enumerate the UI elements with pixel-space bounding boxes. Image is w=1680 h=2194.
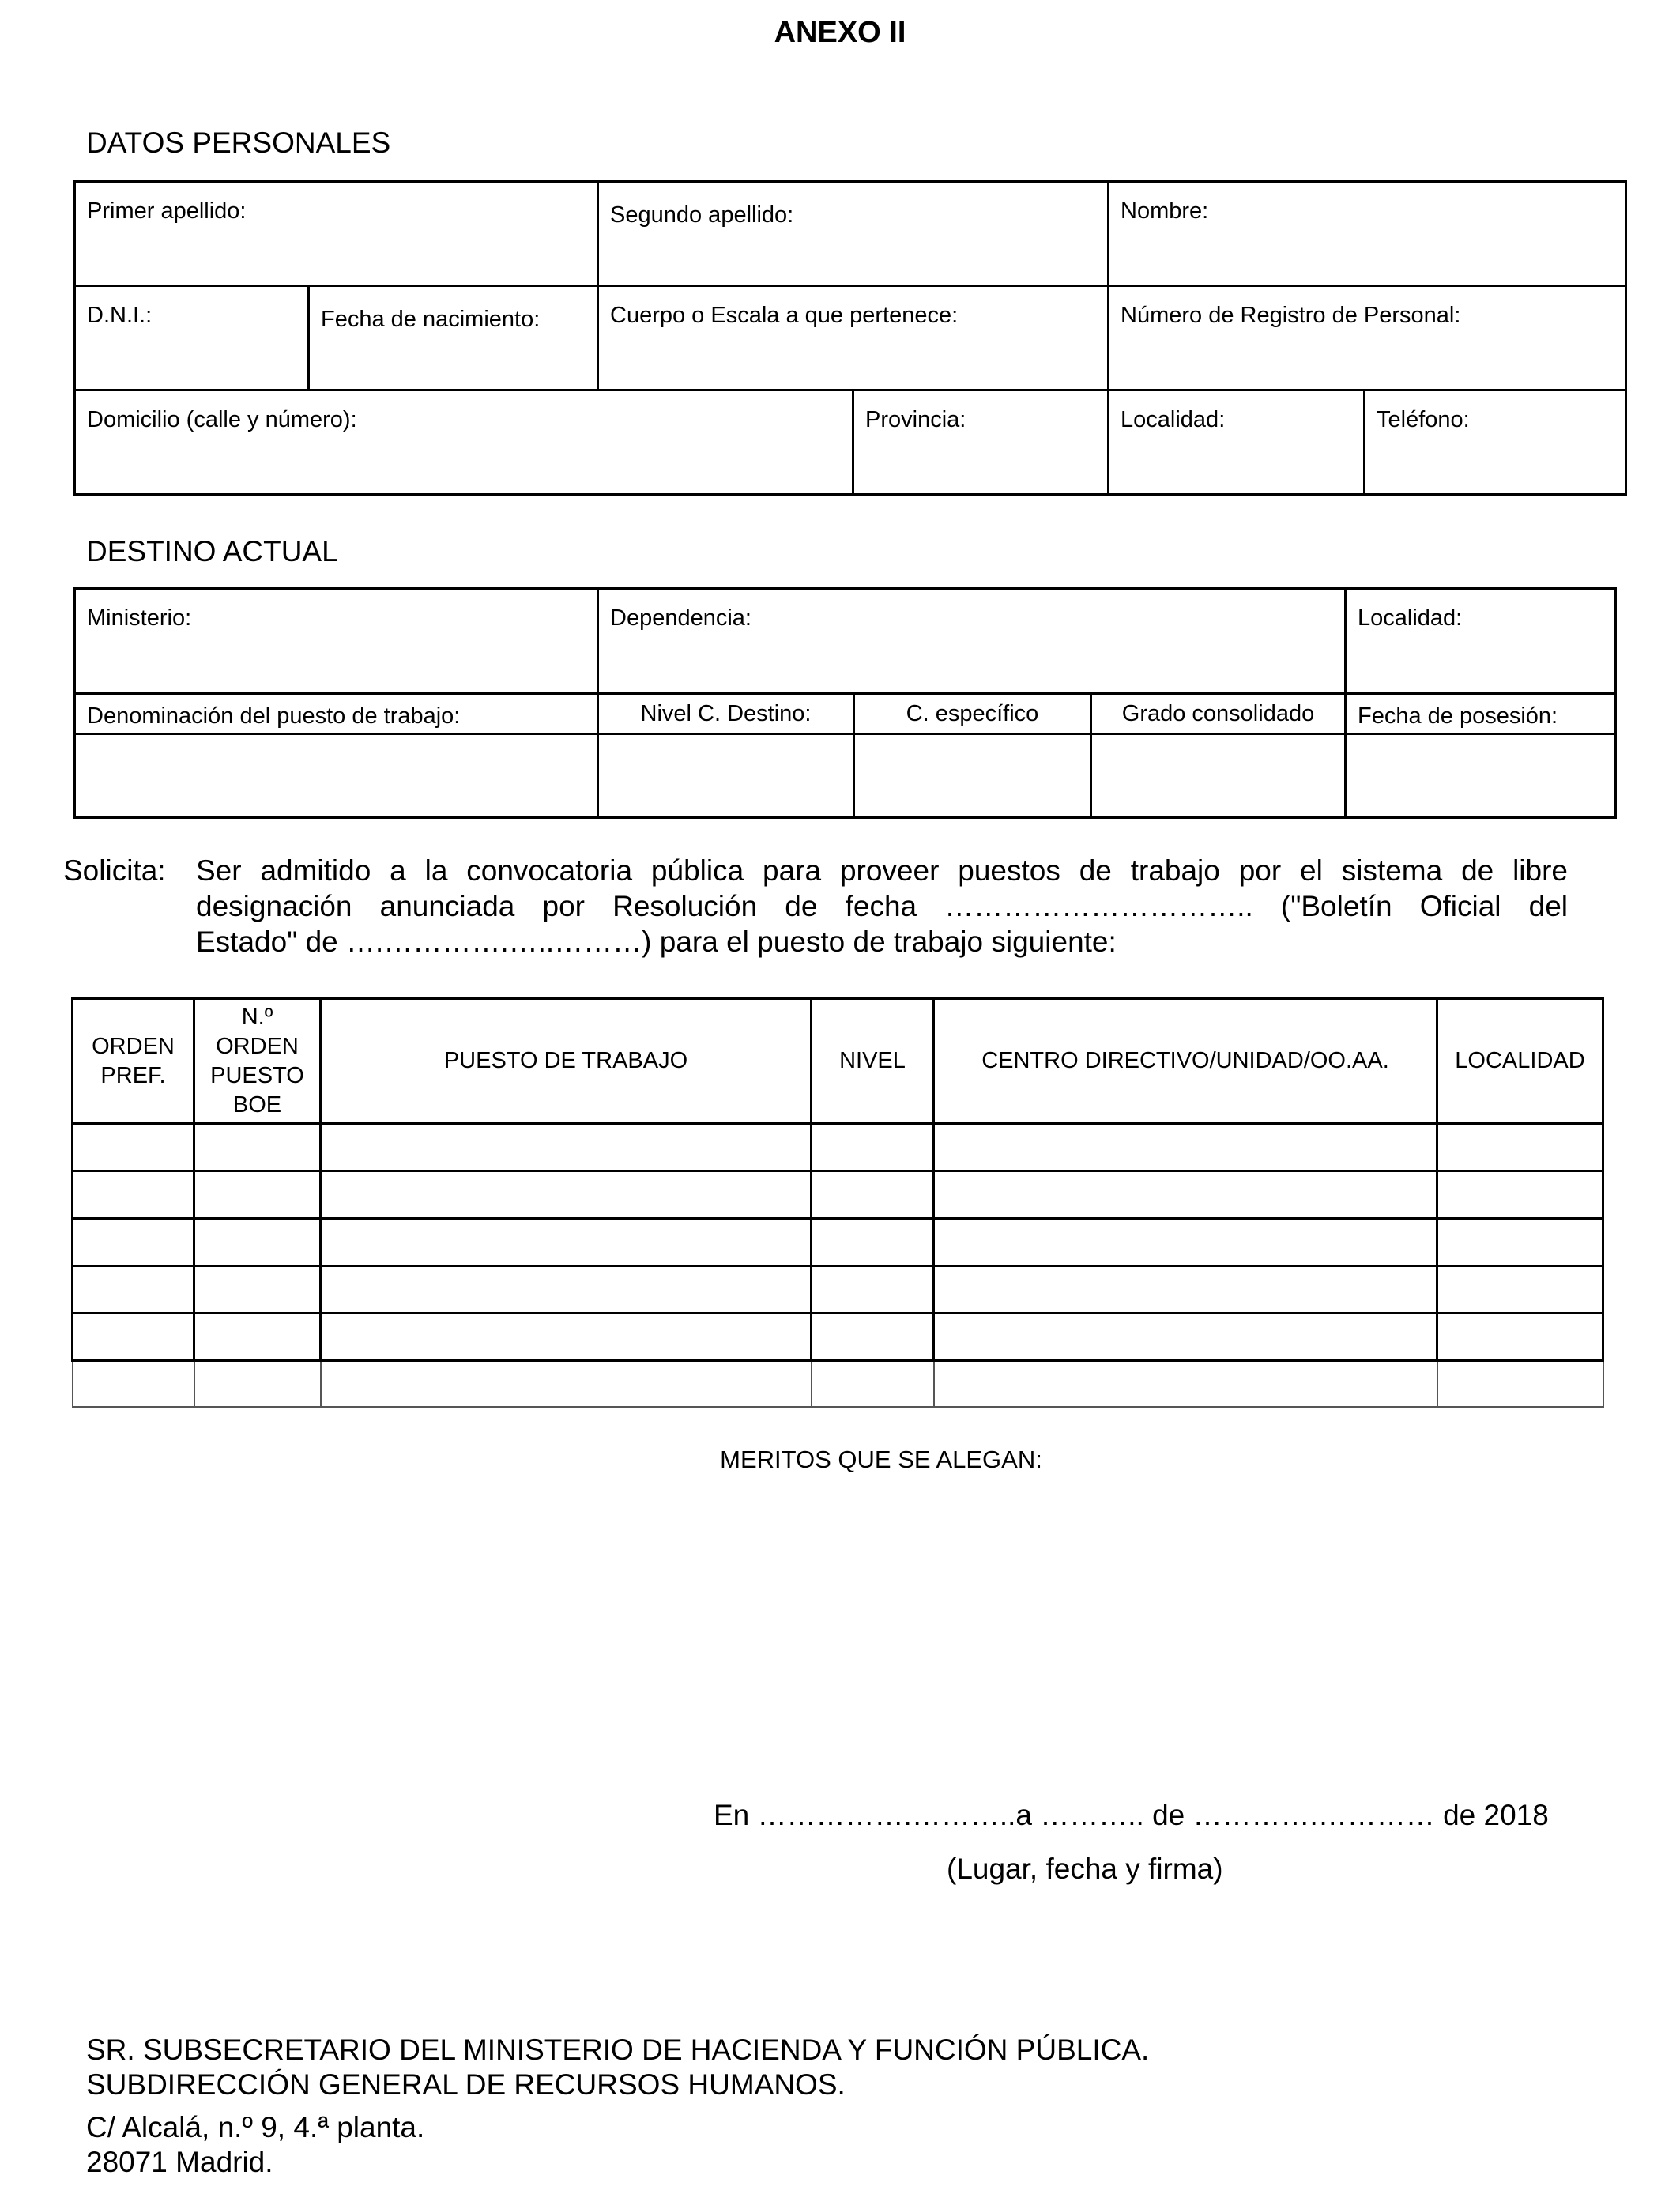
nombre-label: Nombre: [1121, 198, 1209, 224]
fecha-nacimiento-field[interactable] [309, 286, 598, 390]
nivel-c-destino-input[interactable] [598, 734, 854, 818]
nivel-cell[interactable] [812, 1219, 934, 1266]
header-puesto-trabajo: PUESTO DE TRABAJO [321, 999, 812, 1124]
puesto-cell[interactable] [321, 1266, 812, 1314]
solicita-line-3: Estado" de ….………….…..………) para el puesto de trabajo siguiente: [196, 925, 1117, 958]
document-title: ANEXO II [774, 16, 906, 49]
firma-caption: (Lugar, fecha y firma) [947, 1853, 1223, 1885]
orden-boe-cell[interactable] [194, 1219, 321, 1266]
localidad-actual-label: Localidad: [1358, 605, 1463, 631]
denominacion-label: Denominación del puesto de trabajo: [87, 703, 461, 729]
nivel-cell[interactable] [812, 1266, 934, 1314]
centro-cell[interactable] [934, 1171, 1437, 1219]
section-heading-datos-personales: DATOS PERSONALES [86, 126, 391, 159]
firma-line: En …………….………..a ……….. de ………….………… de 2018 [714, 1799, 1549, 1831]
localidad-cell[interactable] [1437, 1171, 1603, 1219]
header-localidad: LOCALIDAD [1437, 999, 1603, 1124]
orden-pref-cell[interactable] [73, 1124, 194, 1171]
orden-boe-cell[interactable] [194, 1314, 321, 1361]
c-especifico-label: C. específico [906, 700, 1039, 726]
orden-boe-cell[interactable] [194, 1266, 321, 1314]
c-especifico-header [854, 694, 1091, 734]
destinatario-block [86, 2033, 1149, 2180]
provincia-field[interactable] [853, 390, 1109, 495]
destinatario-line-4: 28071 Madrid. [86, 2146, 273, 2178]
centro-cell[interactable] [934, 1361, 1437, 1407]
ministerio-field[interactable] [75, 589, 598, 694]
table-row [73, 1314, 1603, 1361]
provincia-label: Provincia: [865, 407, 966, 432]
nivel-cell[interactable] [812, 1314, 934, 1361]
section-heading-destino-actual: DESTINO ACTUAL [86, 535, 338, 567]
orden-pref-cell[interactable] [73, 1171, 194, 1219]
denominacion-input[interactable] [75, 734, 598, 818]
meritos-heading: MERITOS QUE SE ALEGAN: [720, 1446, 1042, 1473]
cuerpo-escala-field[interactable] [598, 286, 1109, 390]
fecha-nacimiento-label: Fecha de nacimiento: [321, 307, 541, 332]
nivel-cell[interactable] [812, 1124, 934, 1171]
telefono-label: Teléfono: [1377, 407, 1470, 432]
destinatario-line-3: C/ Alcalá, n.º 9, 4.ª planta. [86, 2111, 425, 2143]
orden-boe-cell[interactable] [194, 1361, 321, 1407]
solicita-label: Solicita: [63, 854, 166, 887]
header-orden-pref-line-2: PREF. [100, 1062, 166, 1088]
header-boe-line-1: N.º [241, 1004, 273, 1030]
dependencia-field[interactable] [598, 589, 1346, 694]
meritos-area[interactable] [71, 1486, 1602, 1786]
centro-cell[interactable] [934, 1314, 1437, 1361]
dependencia-label: Dependencia: [610, 605, 751, 631]
denominacion-header [75, 694, 598, 734]
header-boe-line-4: BOE [232, 1091, 282, 1118]
table-row [73, 1124, 1603, 1171]
header-orden-puesto-boe [194, 999, 321, 1124]
header-centro-directivo: CENTRO DIRECTIVO/UNIDAD/OO.AA. [934, 999, 1437, 1124]
localidad-cell[interactable] [1437, 1266, 1603, 1314]
table-row [73, 1171, 1603, 1219]
header-nivel: NIVEL [812, 999, 934, 1124]
orden-pref-cell[interactable] [73, 1361, 194, 1407]
orden-pref-cell[interactable] [73, 1219, 194, 1266]
localidad-cell[interactable] [1437, 1219, 1603, 1266]
primer-apellido-field[interactable] [75, 182, 598, 286]
puestos-table [71, 997, 1604, 1408]
numero-registro-field[interactable] [1109, 286, 1626, 390]
ministerio-label: Ministerio: [87, 605, 192, 631]
solicita-text [196, 853, 1568, 959]
localidad-cell[interactable] [1437, 1361, 1603, 1407]
grado-consolidado-input[interactable] [1091, 734, 1346, 818]
c-especifico-input[interactable] [854, 734, 1091, 818]
destinatario-line-2: SUBDIRECCIÓN GENERAL DE RECURSOS HUMANOS. [86, 2068, 846, 2101]
telefono-field[interactable] [1365, 390, 1626, 495]
nivel-cell[interactable] [812, 1171, 934, 1219]
solicita-line-1: Ser admitido a la convocatoria pública para proveer puestos de trabajo por el sistema de libre [196, 854, 1568, 887]
solicita-line-2: designación anunciada por Resolución de fecha ………………………….. ("Boletín Oficial del [196, 890, 1568, 922]
grado-consolidado-label: Grado consolidado [1121, 700, 1315, 726]
destinatario-line-1: SR. SUBSECRETARIO DEL MINISTERIO DE HACIENDA Y FUNCIÓN PÚBLICA. [86, 2034, 1150, 2066]
domicilio-label: Domicilio (calle y número): [87, 407, 357, 432]
fecha-posesion-header [1346, 694, 1616, 734]
header-orden-pref [73, 999, 194, 1124]
segundo-apellido-field[interactable] [598, 182, 1109, 286]
fecha-posesion-label: Fecha de posesión: [1358, 703, 1558, 729]
table-row [73, 1361, 1603, 1407]
orden-pref-cell[interactable] [73, 1314, 194, 1361]
puesto-cell[interactable] [321, 1171, 812, 1219]
orden-boe-cell[interactable] [194, 1124, 321, 1171]
header-orden-pref-line-1: ORDEN [92, 1033, 175, 1059]
centro-cell[interactable] [934, 1219, 1437, 1266]
puesto-cell[interactable] [321, 1361, 812, 1407]
nivel-cell[interactable] [812, 1361, 934, 1407]
grado-consolidado-header [1091, 694, 1346, 734]
header-boe-line-2: ORDEN [216, 1033, 299, 1059]
dni-label: D.N.I.: [87, 303, 153, 328]
centro-cell[interactable] [934, 1266, 1437, 1314]
segundo-apellido-label: Segundo apellido: [610, 202, 794, 228]
domicilio-field[interactable] [75, 390, 853, 495]
primer-apellido-label: Primer apellido: [87, 198, 247, 224]
datos-personales-table [73, 180, 1627, 496]
puesto-cell[interactable] [321, 1219, 812, 1266]
nombre-field[interactable] [1109, 182, 1626, 286]
puestos-header-row [73, 999, 1603, 1124]
destino-actual-table [73, 587, 1617, 819]
puesto-cell[interactable] [321, 1124, 812, 1171]
header-boe-line-3: PUESTO [210, 1062, 304, 1088]
puesto-cell[interactable] [321, 1314, 812, 1361]
cuerpo-escala-label: Cuerpo o Escala a que pertenece: [610, 303, 959, 328]
table-row [73, 1219, 1603, 1266]
nivel-c-destino-label: Nivel C. Destino: [640, 700, 812, 726]
dni-field[interactable] [75, 286, 309, 390]
orden-boe-cell[interactable] [194, 1171, 321, 1219]
numero-registro-label: Número de Registro de Personal: [1121, 303, 1461, 328]
nivel-c-destino-header [598, 694, 854, 734]
centro-cell[interactable] [934, 1124, 1437, 1171]
orden-pref-cell[interactable] [73, 1266, 194, 1314]
table-row [73, 1266, 1603, 1314]
localidad-cell[interactable] [1437, 1124, 1603, 1171]
localidad-field[interactable] [1109, 390, 1365, 495]
localidad-actual-field[interactable] [1346, 589, 1616, 694]
fecha-posesion-input[interactable] [1346, 734, 1616, 818]
localidad-cell[interactable] [1437, 1314, 1603, 1361]
localidad-label: Localidad: [1121, 407, 1226, 432]
